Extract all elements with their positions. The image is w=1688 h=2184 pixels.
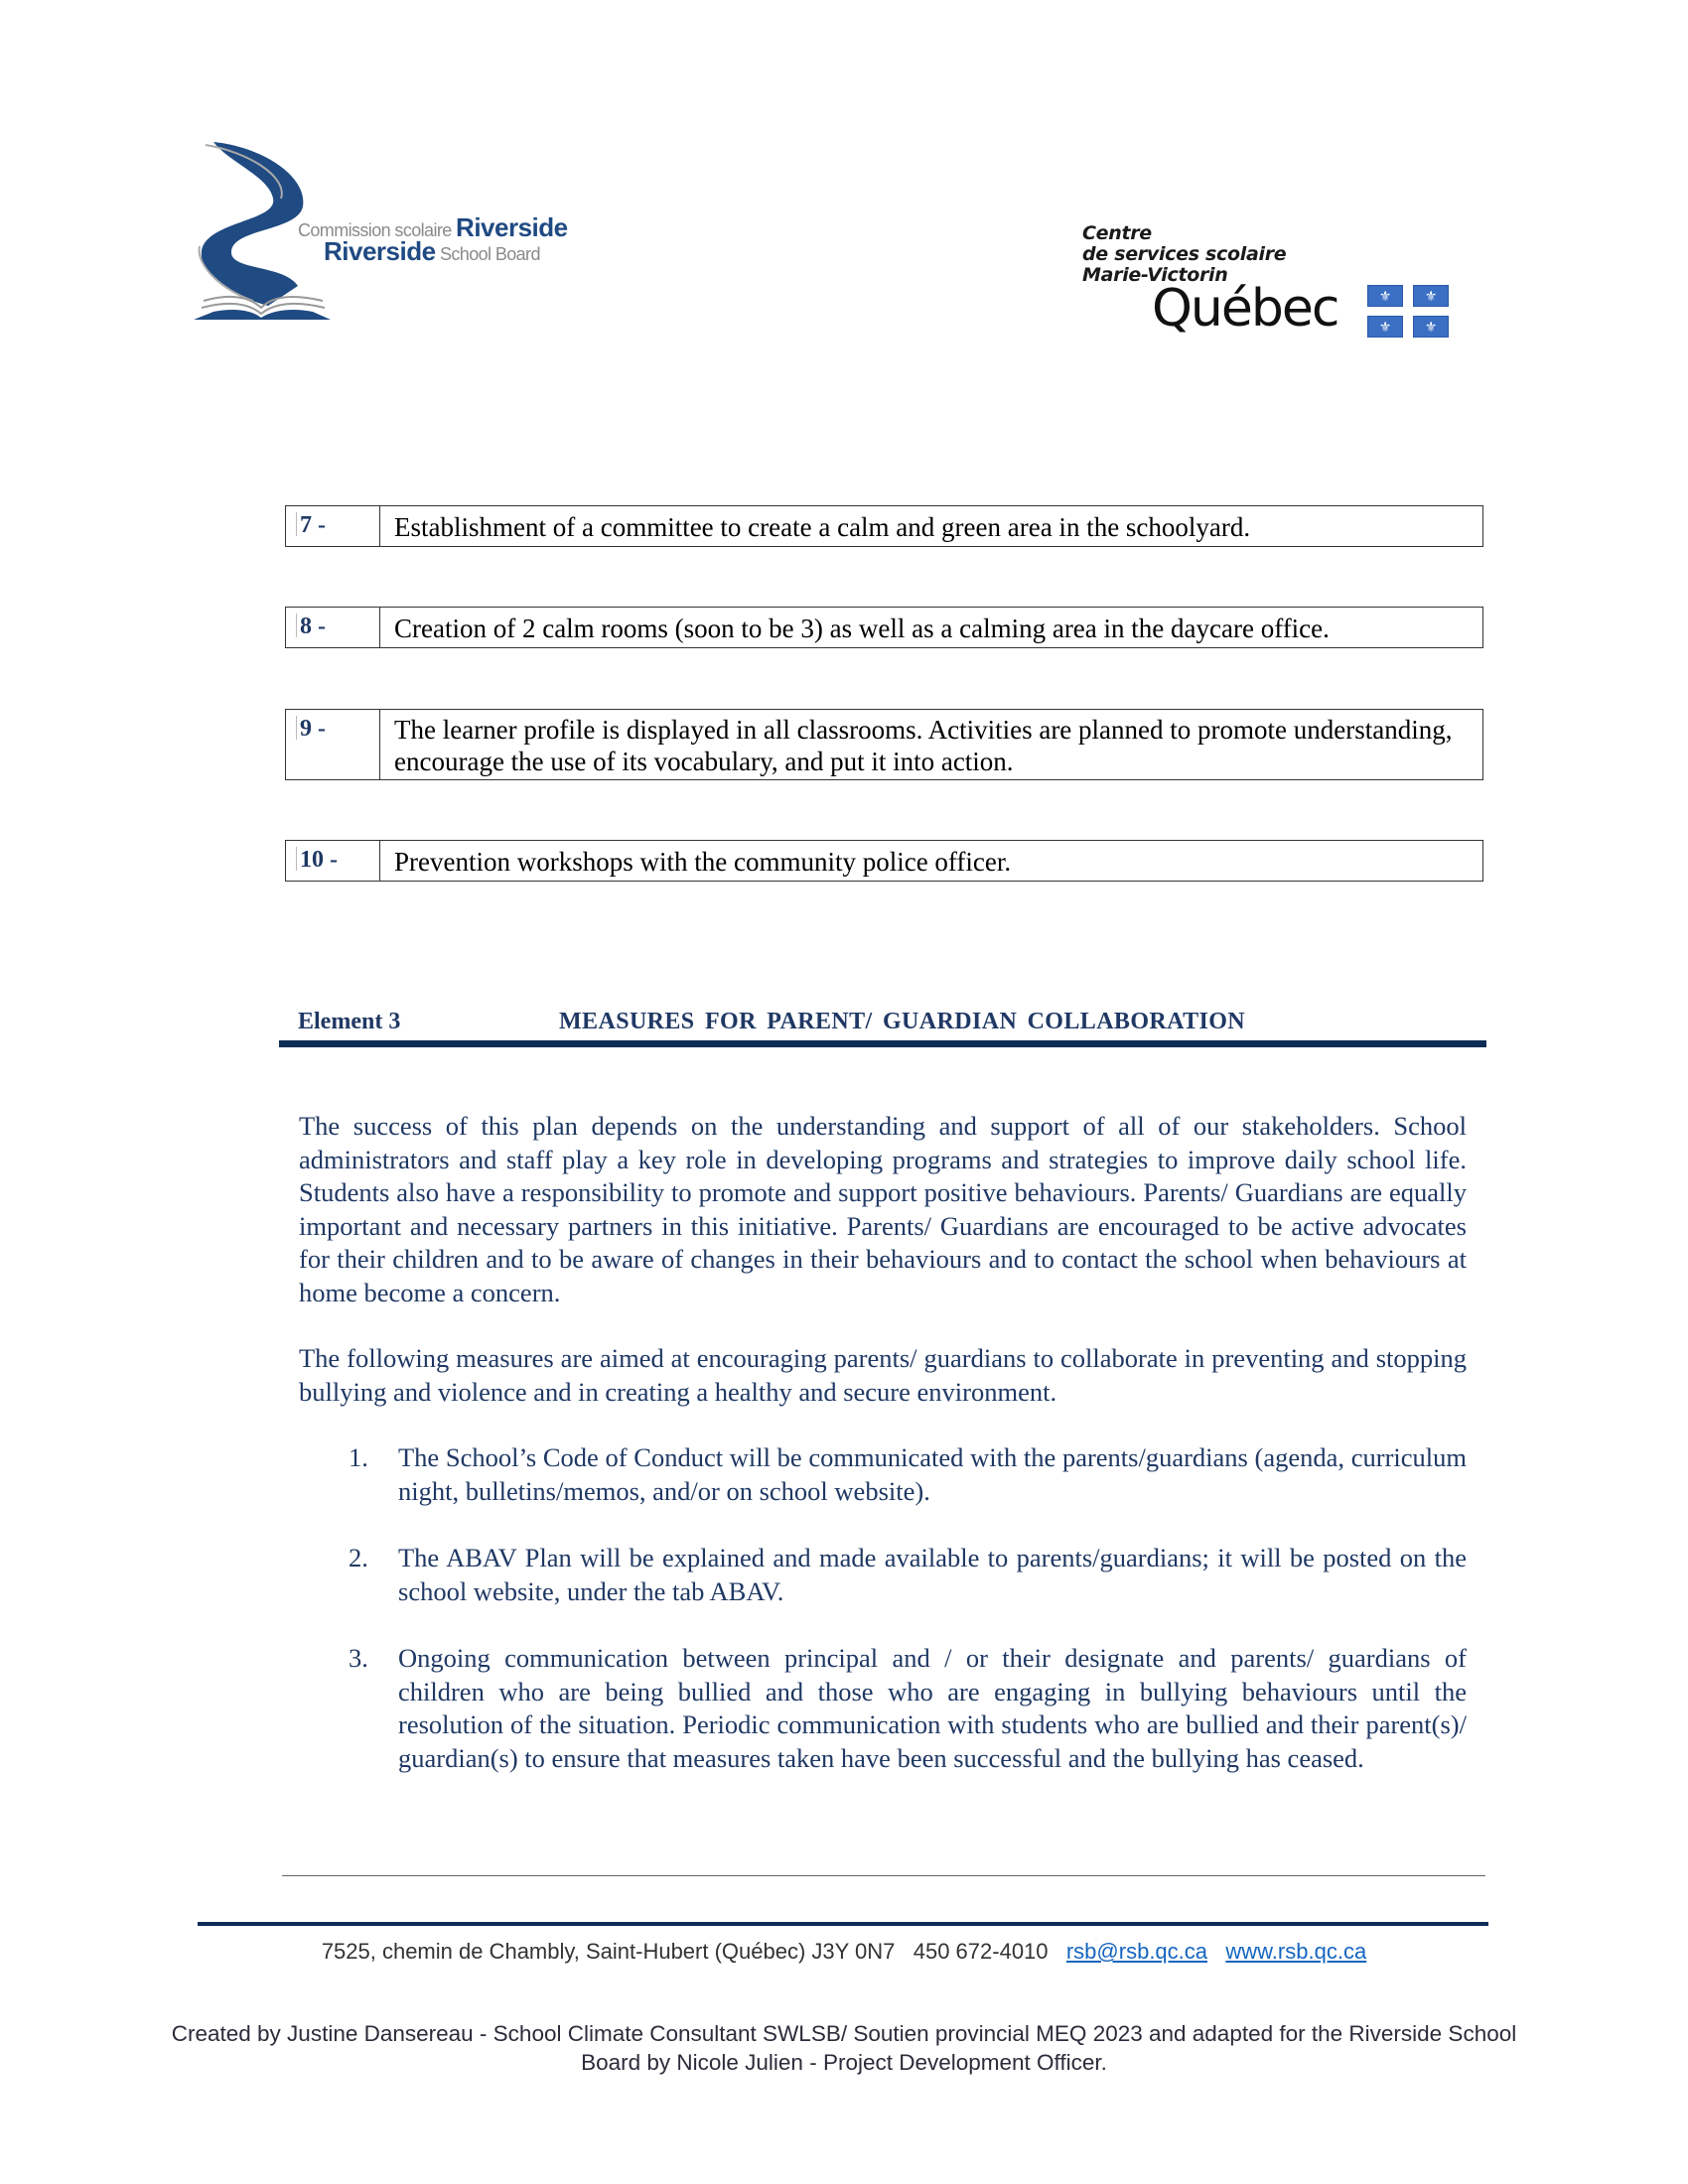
footer-divider-thick <box>198 1922 1488 1926</box>
item-text: Prevention workshops with the community police officer. <box>394 847 1012 877</box>
riverside-school-board-logo <box>194 137 591 321</box>
section-title: MEASURES FOR PARENT/ GUARDIAN COLLABORATION <box>559 1009 1246 1034</box>
item-text: Establishment of a committee to create a calm and green area in the schoolyard. <box>394 512 1251 542</box>
measures-intro-paragraph: The following measures are aimed at encouraging parents/ guardians to collaborate in preventing and stopping bullying and violence and in creating a healthy and secure environment. <box>299 1343 1467 1407</box>
footer-credits: Created by Justine Dansereau - School Climate Consultant SWLSB/ Soutien provincial MEQ 2023 and adapted for the Riverside School Board by Nicole Julien - Project Development Officer. <box>171 2021 1517 2075</box>
item-text: Creation of 2 calm rooms (soon to be 3) as well as a calming area in the daycare office. <box>394 614 1330 643</box>
logo-text-riverside: Riverside <box>456 212 568 242</box>
footer-address-line <box>0 1939 1688 1965</box>
logo-text-quebec: Québec <box>1152 279 1338 339</box>
quebec-css-logo <box>1082 223 1460 347</box>
logo-text-centre: Centre <box>1082 222 1152 244</box>
numbered-item-10 <box>285 840 1483 882</box>
measure-item-1 <box>349 1441 1467 1508</box>
footer-website-link[interactable]: www.rsb.qc.ca <box>1225 1939 1367 1964</box>
section-label: Element 3 <box>298 1009 401 1034</box>
measure-item-2 <box>349 1542 1467 1608</box>
item-number: 8 - <box>286 608 380 647</box>
fleur-de-lis-icon: ⚜ <box>1367 316 1403 338</box>
numbered-item-8 <box>285 607 1483 648</box>
item-number: 10 - <box>286 841 380 881</box>
item-number: 9 - <box>286 710 380 779</box>
item-text: The learner profile is displayed in all classrooms. Activities are planned to promote understanding, encourage the use of its vocabulary, and put it into action. <box>394 715 1453 776</box>
intro-paragraph: The success of this plan depends on the understanding and support of all of our stakeholders. School administrators and staff play a key role in developing programs and strategies to improve daily school life. Students also have a responsibility to promote and support positive behaviours. Parents/ Guardians are equally important and necessary partners in this initiative. Parents/ Guardians are encouraged to be active advocates for their children and to be aware of changes in their behaviours and to contact the school when behaviours at home become a concern. <box>299 1111 1467 1307</box>
measure-text: Ongoing communication between principal and / or their designate and parents/ guardians of children who are being bullied and those who are engaging in bullying behaviours until the resolution of the situation. Periodic communication with students who are bullied and their parent(s)/ guardian(s) to ensure that measures taken have been successful and the bullying has ceased. <box>398 1643 1467 1773</box>
measure-text: The School’s Code of Conduct will be communicated with the parents/guardians (agenda, curriculum night, bulletins/memos, and/or on school website). <box>398 1442 1467 1506</box>
section-divider <box>279 1040 1486 1047</box>
footer-email-link[interactable]: rsb@rsb.qc.ca <box>1065 1939 1208 1964</box>
numbered-item-9 <box>285 709 1483 780</box>
logo-text-school-board: School Board <box>435 244 540 264</box>
measure-number: 1. <box>349 1442 368 1472</box>
logo-text-commission: Commission scolaire <box>298 220 457 240</box>
footer-divider-thin <box>282 1875 1485 1876</box>
measure-text: The ABAV Plan will be explained and made available to parents/guardians; it will be posted on the school website, under the tab ABAV. <box>398 1543 1467 1606</box>
fleur-de-lis-icon: ⚜ <box>1413 316 1449 338</box>
item-number: 7 - <box>286 506 380 546</box>
measure-number: 3. <box>349 1643 368 1673</box>
fleur-de-lis-icon: ⚜ <box>1413 285 1449 307</box>
fleur-de-lis-icon: ⚜ <box>1367 285 1403 307</box>
measure-number: 2. <box>349 1543 368 1572</box>
logo-text-marie-victorin: Marie-Victorin <box>1082 264 1228 286</box>
measure-item-3 <box>349 1642 1467 1775</box>
logo-text-services: de services scolaire <box>1082 243 1287 265</box>
numbered-item-7 <box>285 505 1483 547</box>
quebec-flag-icon <box>1367 285 1451 339</box>
logo-text-riverside-2: Riverside <box>324 236 436 266</box>
footer-address: 7525, chemin de Chambly, Saint-Hubert (Québec) J3Y 0N7 450 672-4010 <box>321 1939 1066 1964</box>
